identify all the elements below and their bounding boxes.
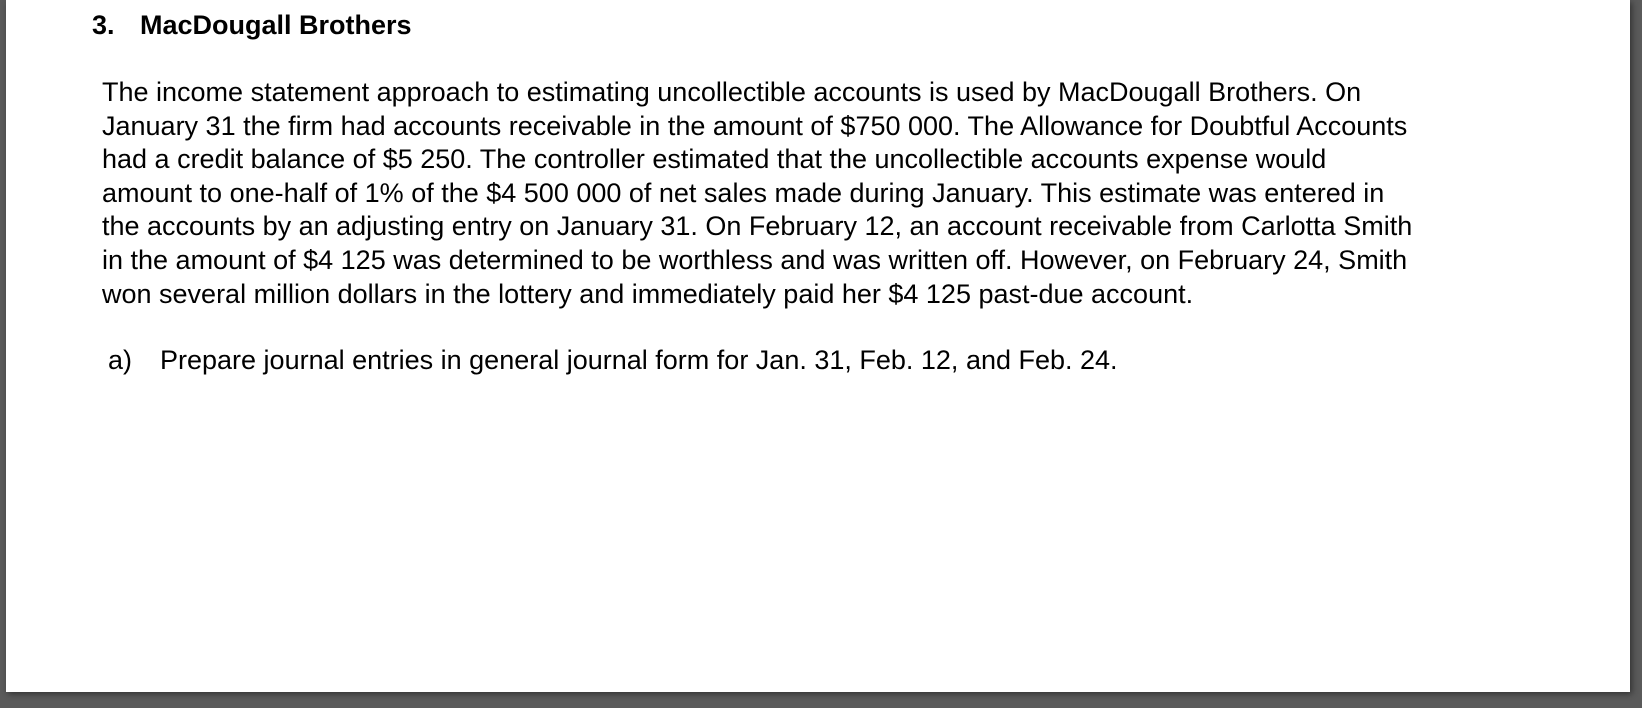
paragraph-line: had a credit balance of $5 250. The controller estimated that the uncollectible accounts expense would bbox=[102, 144, 1327, 175]
section-heading bbox=[92, 10, 412, 41]
paragraph-line: won several million dollars in the lottery and immediately paid her $4 125 past-due account. bbox=[102, 278, 1194, 309]
task-item bbox=[108, 345, 1118, 376]
section-title: MacDougall Brothers bbox=[140, 10, 412, 40]
task-text: Prepare journal entries in general journal form for Jan. 31, Feb. 12, and Feb. 24. bbox=[160, 345, 1118, 375]
paragraph-line: the accounts by an adjusting entry on January 31. On February 12, an account receivable from Carlotta Smith bbox=[102, 211, 1413, 242]
problem-paragraph bbox=[102, 76, 1562, 311]
paragraph-line: amount to one-half of 1% of the $4 500 000 of net sales made during January. This estimate was entered in bbox=[102, 177, 1385, 208]
paragraph-line: in the amount of $4 125 was determined to be worthless and was written off. However, on February 24, Smith bbox=[102, 244, 1408, 275]
task-label: a) bbox=[108, 345, 133, 375]
paragraph-line: The income statement approach to estimating uncollectible accounts is used by MacDougall Brothers. On bbox=[102, 77, 1362, 107]
section-number: 3. bbox=[92, 10, 115, 40]
document-page bbox=[6, 0, 1630, 692]
paragraph-line: January 31 the firm had accounts receivable in the amount of $750 000. The Allowance for Doubtful Accounts bbox=[102, 110, 1408, 141]
